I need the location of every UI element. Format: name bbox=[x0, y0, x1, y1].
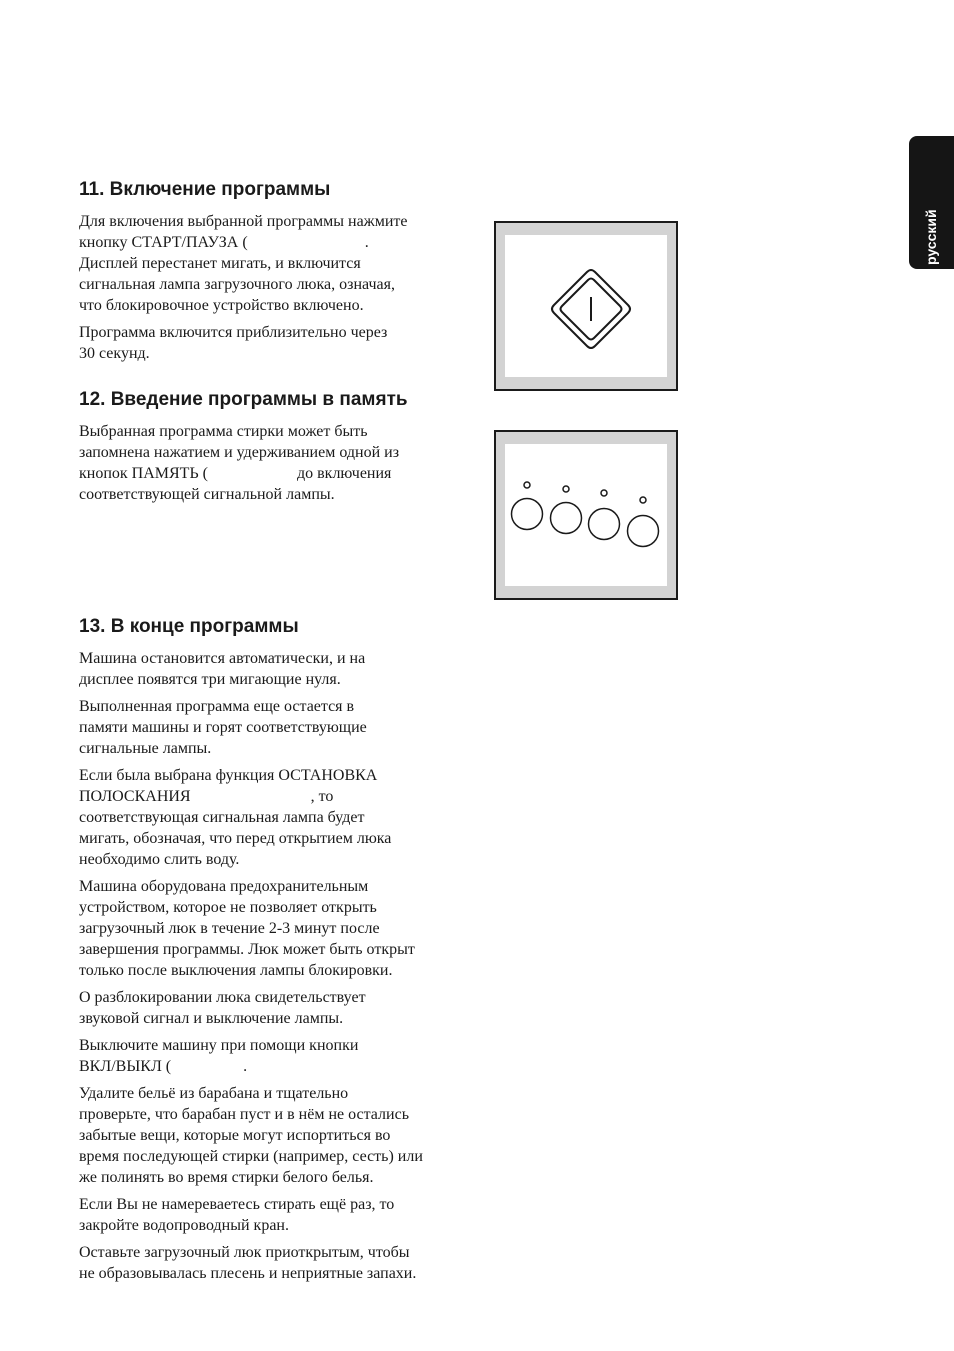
section-start-program bbox=[79, 178, 459, 370]
indicator-lamp-3 bbox=[601, 490, 607, 496]
language-tab bbox=[909, 136, 954, 269]
section-heading: 11. Включение программы bbox=[79, 179, 331, 200]
memory-button-4 bbox=[628, 516, 659, 547]
paragraph: О разблокировании люка свидетельствует звуковой сигнал и выключение лампы. bbox=[79, 989, 366, 1027]
paragraph: Выключите машину при помощи кнопки ВКЛ/ВЫКЛ ( . bbox=[79, 1037, 359, 1075]
indicator-lamp-1 bbox=[524, 482, 530, 488]
section-program-memory bbox=[79, 388, 459, 511]
start-pause-button-icon bbox=[496, 223, 676, 389]
paragraph: Выполненная программа еще остается в памяти машины и горят соответствующие сигнальные лампы. bbox=[79, 698, 367, 757]
language-tab-label: русский bbox=[923, 209, 939, 265]
paragraph: Удалите бельё из барабана и тщательно проверьте, что барабан пуст и в нём не остались забытые вещи, которые могут испортиться во время последующей стирки (например, сесть) или же полинять во время стирки белого белья. bbox=[79, 1085, 423, 1186]
paragraph: Выбранная программа стирки может быть запомнена нажатием и удерживанием одной из кнопок ПАМЯТЬ ( до включения соответствующей сигнальной лампы. bbox=[79, 423, 400, 503]
memory-button-3 bbox=[589, 509, 620, 540]
memory-buttons-icon bbox=[496, 432, 676, 598]
section-end-of-program bbox=[79, 615, 459, 1290]
memory-buttons-figure bbox=[494, 430, 678, 600]
paragraph: Если была выбрана функция ОСТАНОВКА ПОЛОСКАНИЯ , то соответствующая сигнальная лампа будет мигать, обозначая, что перед открытием люка необходимо слить воду. bbox=[79, 767, 392, 868]
paragraph: Для включения выбранной программы нажмите кнопку СТАРТ/ПАУЗА ( . Дисплей перестанет мигать, и включится сигнальная лампа загрузочного люка, означая, что блокировочное устройство включено. bbox=[79, 213, 408, 314]
indicator-lamp-4 bbox=[640, 497, 646, 503]
section-heading: 13. В конце программы bbox=[79, 616, 299, 637]
paragraph: Программа включится приблизительно через 30 секунд. bbox=[79, 324, 388, 362]
paragraph: Оставьте загрузочный люк приоткрытым, чтобы не образовывалась плесень и неприятные запахи. bbox=[79, 1244, 417, 1282]
memory-button-1 bbox=[512, 499, 543, 530]
paragraph: Если Вы не намереваетесь стирать ещё раз, то закройте водопроводный кран. bbox=[79, 1196, 395, 1234]
paragraph: Машина оборудована предохранительным устройством, которое не позволяет открыть загрузочный люк в течение 2-3 минут после завершения программы. Люк может быть открыт только после выключения лампы блокировки. bbox=[79, 878, 415, 979]
paragraph: Машина остановится автоматически, и на дисплее появятся три мигающие нуля. bbox=[79, 650, 366, 688]
indicator-lamp-2 bbox=[563, 486, 569, 492]
section-heading: 12. Введение программы в память bbox=[79, 389, 408, 410]
start-pause-figure bbox=[494, 221, 678, 391]
memory-button-2 bbox=[551, 503, 582, 534]
